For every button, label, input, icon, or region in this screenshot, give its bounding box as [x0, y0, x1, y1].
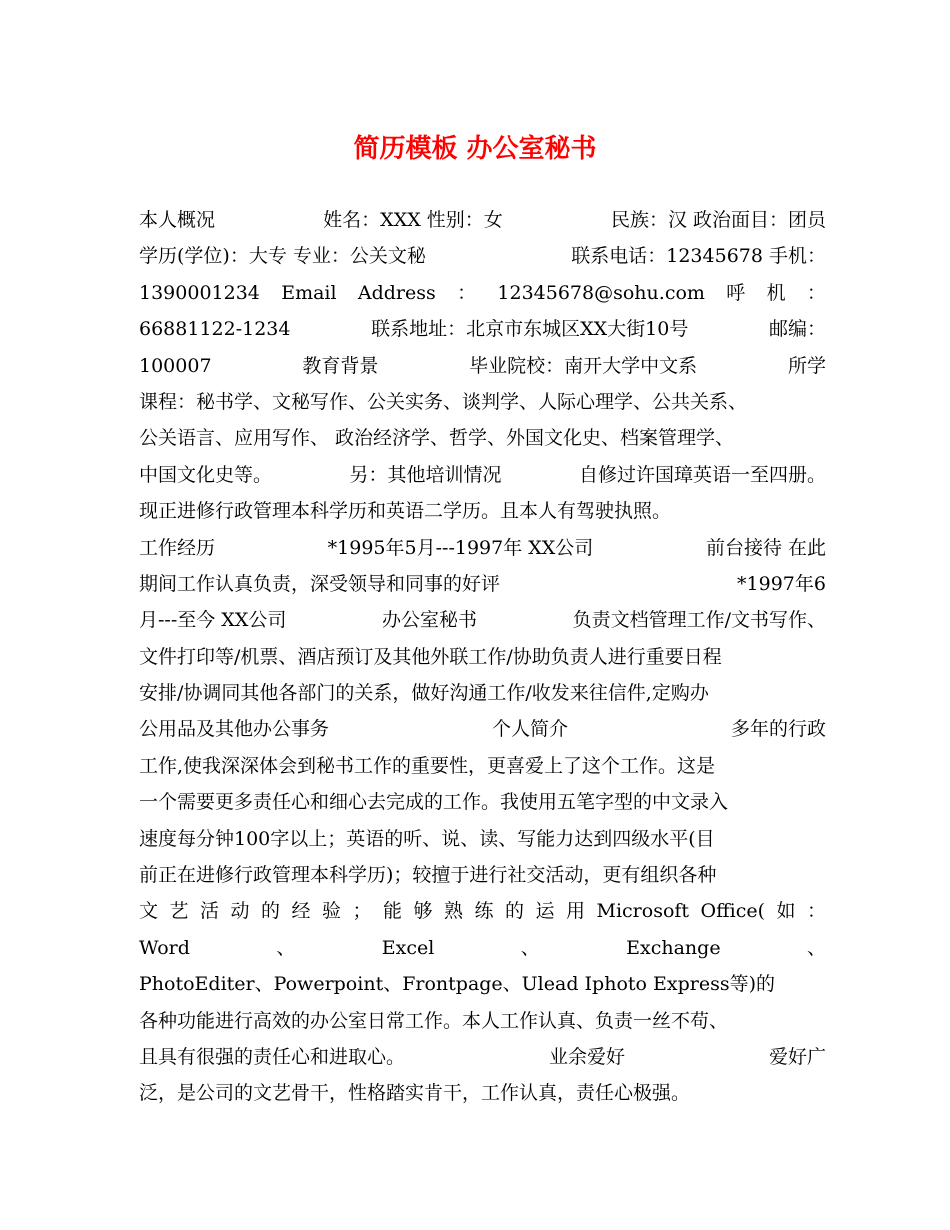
text-segment: 另：其他培训情况	[349, 463, 502, 486]
text-segment: 1390001234	[139, 281, 260, 304]
text-segment: 前台接待 在此	[705, 536, 826, 559]
text-segment: 各种功能进行高效的办公室日常工作。本人工作认真、负责一丝不苟、	[139, 1009, 729, 1032]
text-line	[139, 857, 826, 893]
text-segment: 且具有很强的责任心和进取心。	[139, 1045, 406, 1068]
text-line	[139, 966, 826, 1002]
text-segment: Address	[357, 281, 436, 304]
text-segment: 练	[474, 900, 494, 923]
text-segment: 个人简介	[491, 718, 568, 741]
text-line	[139, 493, 826, 529]
text-line	[139, 275, 826, 311]
text-segment: 民族：汉 政治面目：团员	[610, 209, 826, 231]
text-segment: 12345678@sohu.com	[497, 281, 705, 304]
text-line	[139, 420, 826, 456]
text-segment: 如	[776, 900, 796, 923]
text-line	[139, 675, 826, 711]
text-segment: 学历(学位)：大专 专业：公关文秘	[139, 245, 426, 268]
text-segment: 爱好广	[768, 1045, 826, 1068]
text-segment: 机	[766, 281, 786, 304]
text-line	[139, 930, 826, 966]
text-segment: Excel	[381, 936, 435, 959]
text-segment: 经	[291, 900, 311, 923]
text-segment: Email	[281, 281, 337, 304]
text-segment: 艺	[169, 900, 189, 923]
text-segment: 联系地址：北京市东城区XX大街10号	[371, 318, 689, 341]
text-segment: *1995年5月---1997年 XX公司	[327, 536, 594, 559]
text-line	[139, 530, 826, 566]
text-segment: 业余爱好	[548, 1045, 625, 1068]
text-line	[139, 748, 826, 784]
text-segment: 熟	[444, 900, 464, 923]
text-line	[139, 639, 826, 675]
text-segment: ：	[806, 900, 826, 923]
text-segment: 姓名：XXX 性别：女	[323, 209, 503, 231]
text-segment: *1997年6	[737, 572, 826, 595]
text-segment: 公关语言、应用写作、 政治经济学、哲学、外国文化史、档案管理学、	[139, 427, 735, 450]
text-line	[139, 348, 826, 384]
text-line	[139, 784, 826, 820]
text-segment: 工作经历	[139, 536, 216, 559]
text-segment: 公用品及其他办公事务	[139, 718, 330, 741]
text-segment: 泛，是公司的文艺骨干，性格踏实肯干，工作认真，责任心极强。	[139, 1082, 691, 1105]
text-segment: 月---至今 XX公司	[139, 609, 287, 632]
resume-body	[139, 202, 826, 1112]
text-segment: 、	[806, 936, 826, 959]
text-segment: 联系电话：12345678 手机：	[571, 245, 826, 268]
text-segment: 验	[322, 900, 342, 923]
text-segment: 办公室秘书	[381, 609, 477, 632]
text-segment: 安排/协调同其他各部门的关系，做好沟通工作/收发来往信件,定购办	[139, 682, 709, 705]
text-line	[139, 202, 826, 238]
text-segment: 前正在进修行政管理本科学历)；较擅于进行社交活动，更有组织各种	[139, 864, 717, 887]
text-line	[139, 1003, 826, 1039]
text-line	[139, 602, 826, 638]
text-segment: 动	[230, 900, 250, 923]
text-segment: 用	[566, 900, 586, 923]
text-line	[139, 1075, 826, 1111]
text-segment: PhotoEditer、Powerpoint、Frontpage、Ulead Iphoto Express等)的	[139, 973, 775, 996]
text-segment: 中国文化史等。	[139, 463, 273, 486]
text-segment: ：	[806, 281, 826, 304]
text-line	[139, 384, 826, 420]
text-segment: Office(	[700, 900, 765, 923]
text-segment: ；	[352, 900, 372, 923]
text-segment: 66881122-1234	[139, 318, 291, 341]
text-segment: Word	[139, 936, 190, 959]
text-segment: 所学	[787, 354, 826, 377]
text-segment: 多年的行政	[730, 718, 826, 741]
text-segment: 活	[200, 900, 220, 923]
text-segment: 工作,使我深深体会到秘书工作的重要性，更喜爱上了这个工作。这是	[139, 754, 716, 777]
text-segment: 期间工作认真负责，深受领导和同事的好评	[139, 572, 501, 595]
text-segment: 现正进修行政管理本科学历和英语二学历。且本人有驾驶执照。	[139, 500, 672, 523]
text-line	[139, 457, 826, 493]
page-title: 简历模板 办公室秘书	[353, 134, 597, 164]
text-segment: 的	[505, 900, 525, 923]
text-segment: 课程：秘书学、文秘写作、公关实务、谈判学、人际心理学、公共关系、	[139, 390, 748, 413]
text-line	[139, 711, 826, 747]
text-segment: 能	[383, 900, 403, 923]
text-segment: 100007	[139, 354, 212, 377]
text-line	[139, 1039, 826, 1075]
text-line	[139, 821, 826, 857]
text-segment: Exchange	[626, 936, 721, 959]
text-segment: 、	[520, 936, 540, 959]
text-segment: ：	[457, 281, 477, 304]
text-segment: 文件打印等/机票、酒店预订及其他外联工作/协助负责人进行重要日程	[139, 645, 722, 668]
text-segment: 的	[261, 900, 281, 923]
text-segment: 本人概况	[139, 209, 216, 231]
text-segment: 负责文档管理工作/文书写作、	[572, 609, 826, 632]
text-line	[139, 566, 826, 602]
text-segment: 速度每分钟100字以上；英语的听、说、读、写能力达到四级水平(目	[139, 827, 715, 850]
text-segment: 毕业院校：南开大学中文系	[469, 354, 698, 377]
text-segment: 运	[535, 900, 555, 923]
text-segment: 一个需要更多责任心和细心去完成的工作。我使用五笔字型的中文录入	[139, 791, 729, 814]
text-line	[139, 238, 826, 274]
text-segment: Microsoft	[596, 900, 690, 923]
text-segment: 教育背景	[302, 354, 379, 377]
text-segment: 呼	[726, 281, 746, 304]
text-line	[139, 311, 826, 347]
text-segment: 自修过许国璋英语一至四册。	[578, 463, 826, 486]
text-line	[139, 893, 826, 929]
text-segment: 够	[413, 900, 433, 923]
text-segment: 文	[139, 900, 159, 923]
text-segment: 、	[276, 936, 296, 959]
text-segment: 邮编：	[768, 318, 826, 341]
